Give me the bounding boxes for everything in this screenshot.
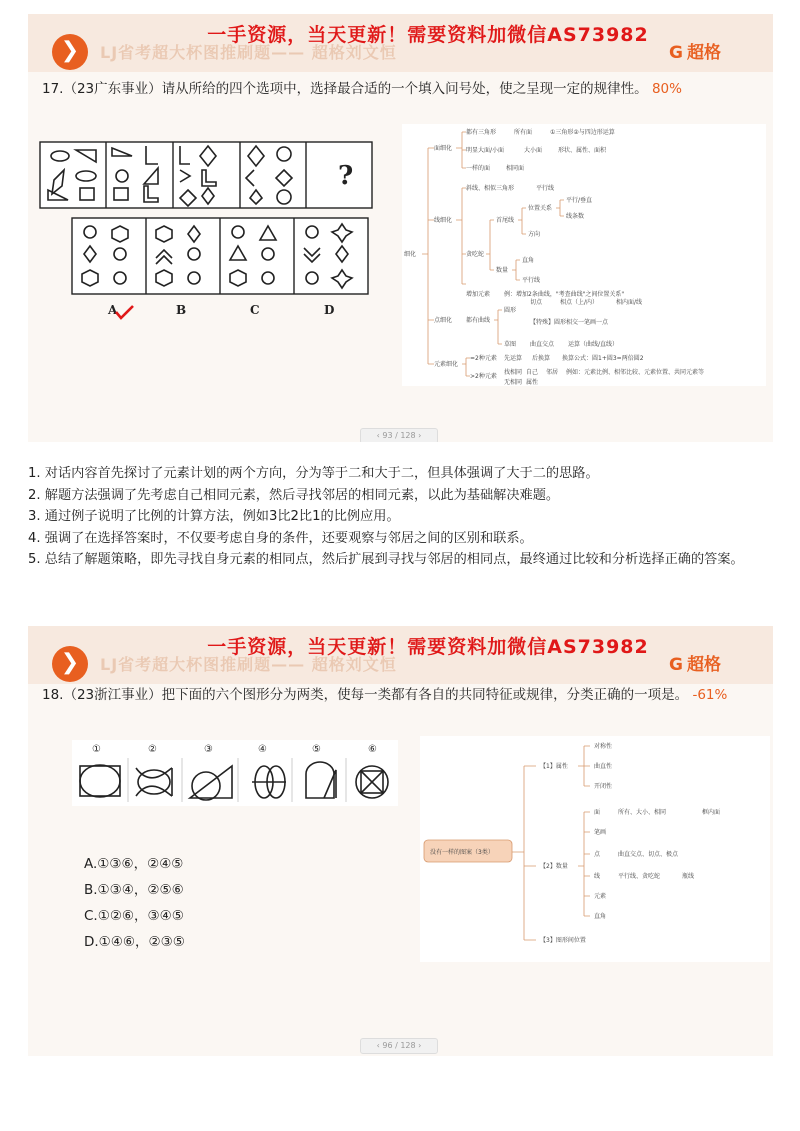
mm-b2b1a: 位置关系 bbox=[528, 205, 553, 212]
fig-num-6: ⑥ bbox=[368, 744, 377, 755]
mm-b1b1: 大小面 bbox=[524, 147, 543, 154]
mm-b2b1a1: 平行/垂直 bbox=[566, 197, 593, 204]
q17-option-d[interactable]: D bbox=[324, 303, 335, 317]
fig-num-5: ⑤ bbox=[312, 744, 321, 755]
brand-name: 超格 bbox=[687, 43, 721, 63]
page-indicator-q17[interactable]: ‹ 93 / 128 › bbox=[360, 428, 438, 442]
next-arrow-icon[interactable]: ❯ bbox=[52, 646, 88, 682]
mm-b2b1a2: 线条数 bbox=[566, 213, 585, 220]
mm-b1c: 一样的面 bbox=[466, 165, 491, 172]
brand-g-icon: G bbox=[669, 655, 683, 675]
question-18-text: 18.（23浙江事业）把下面的六个图形分为两类，使每一类都有各自的共同特征或规律，分类正确的一项是。 bbox=[42, 687, 689, 703]
mm2-root: 没有一样的图案（3类） bbox=[430, 849, 494, 856]
mm-b1a1: 所有面 bbox=[514, 129, 533, 136]
mm-b4b2a: 属性 bbox=[526, 379, 539, 386]
q17-mindmap bbox=[402, 124, 766, 386]
mm2-c2f: 直角 bbox=[594, 913, 607, 920]
mm-b3a1a: 切点 bbox=[530, 299, 543, 306]
mm-b2b1b: 方向 bbox=[528, 231, 541, 238]
mm-b3a: 都有曲线 bbox=[466, 317, 491, 324]
q17-figure bbox=[28, 134, 400, 324]
q18-option-b[interactable]: B.①③④，②⑤⑥ bbox=[84, 882, 184, 898]
mm-b3a1a2: 相内面/线 bbox=[616, 299, 643, 306]
mm-b3a2: 草图 bbox=[504, 341, 517, 348]
fig-num-3: ③ bbox=[204, 744, 213, 755]
header-course-title: LJ省考超大杯图推刷题—— 超格刘文恒 bbox=[100, 43, 397, 62]
mm-b4a2: 后换算 bbox=[532, 355, 551, 362]
mm2-c2: 【2】数量 bbox=[540, 863, 568, 870]
mm-b4b1c: 例如：元素比例、相邻比较、元素位置、共同元素等 bbox=[566, 369, 705, 376]
mm-b1b: 明显大面/小面 bbox=[466, 147, 505, 154]
mm2-c1a: 对称性 bbox=[594, 743, 613, 750]
mm-b2b1: 首尾线 bbox=[496, 217, 515, 224]
mm2-c2a: 面 bbox=[594, 809, 601, 816]
question-18-rate: -61% bbox=[692, 687, 728, 703]
question-17-rate: 80% bbox=[651, 81, 682, 97]
mm-b4a3: 换算公式：圆1+圆3=两倍圆2 bbox=[562, 355, 644, 362]
summary-item-2: 2. 解题方法强调了先考虑自己相同元素，然后寻找邻居的相同元素，以此为基础解决难题。 bbox=[28, 487, 560, 503]
slide-panel-q17 bbox=[28, 14, 773, 442]
mm-b1: 面细化 bbox=[434, 145, 453, 152]
mm-b3a2a1: 运算（曲线/直线） bbox=[568, 341, 619, 348]
mm-b1a2: ①三角形②与四边形运算 bbox=[550, 129, 615, 136]
mm2-c2c: 点 bbox=[594, 851, 601, 858]
mm2-c2d: 线 bbox=[594, 873, 601, 880]
brand-name: 超格 bbox=[687, 655, 721, 675]
summary-item-3: 3. 通过例子说明了比例的计算方法，例如3比2比1的比例应用。 bbox=[28, 509, 400, 524]
mm2-c2b: 笔画 bbox=[594, 829, 607, 836]
mm2-c2e: 元素 bbox=[594, 893, 607, 900]
mm-b2b2: 数量 bbox=[496, 267, 509, 274]
q18-option-d[interactable]: D.①④⑥，②③⑤ bbox=[84, 934, 185, 950]
fig-num-1: ① bbox=[92, 744, 101, 755]
summary-notes bbox=[28, 463, 773, 571]
q18-option-c[interactable]: C.①②⑥，③④⑤ bbox=[84, 908, 184, 924]
q18-options bbox=[84, 851, 185, 955]
mm2-c2d2: 瓶线 bbox=[682, 873, 695, 880]
mm-b2c1: 例：增加2条曲线，"考查曲线"之间位置关系" bbox=[504, 291, 625, 298]
header-course-title: LJ省考超大杯图推刷题—— 超格刘文恒 bbox=[100, 655, 397, 674]
mm-b3a2a: 曲直交点 bbox=[530, 341, 555, 348]
q18-mindmap bbox=[420, 736, 770, 962]
mm-b4b1a: 自己 bbox=[526, 369, 539, 376]
mm-b2b2b: 平行线 bbox=[522, 277, 541, 284]
mm-b4a1: 先运算 bbox=[504, 355, 523, 362]
q18-option-a[interactable]: A.①③⑥，②④⑤ bbox=[84, 856, 184, 872]
mm-b4b1: 找相同 bbox=[504, 369, 523, 376]
watermark-banner: 一手资源，当天更新！需要资料加微信AS73982 bbox=[207, 24, 649, 46]
slide-panel-q18 bbox=[28, 626, 773, 1056]
correct-check-icon bbox=[116, 306, 133, 318]
summary-item-5: 5. 总结了解题策略，即先寻找自身元素的相同点，然后扩展到寻找与邻居的相同点，最终通过比较和分析选择正确的答案。 bbox=[28, 552, 744, 567]
mm-b3a1b: 【特殊】圆形相交一笔画一点 bbox=[530, 319, 609, 326]
mm2-c1: 【1】属性 bbox=[540, 763, 568, 770]
mm-b2a1: 平行线 bbox=[536, 185, 555, 192]
mm-b2b2a: 直角 bbox=[522, 257, 535, 264]
mm-b2c: 增加元素 bbox=[466, 291, 491, 298]
mm-b2a: 斜线、相似三角形 bbox=[466, 185, 515, 192]
mm2-c2c1: 曲直交点、切点、极点 bbox=[618, 851, 679, 858]
mm-b3a1: 圆形 bbox=[504, 307, 517, 314]
mm-b4b2: 无相同 bbox=[504, 379, 523, 386]
summary-item-4: 4. 强调了在选择答案时，不仅要考虑自身的条件，还要观察与邻居之间的区别和联系。 bbox=[28, 530, 533, 546]
mm-b1c1: 相同面 bbox=[506, 165, 525, 172]
mm-b2b: 贪吃蛇 bbox=[466, 251, 485, 258]
next-arrow-icon[interactable]: ❯ bbox=[52, 34, 88, 70]
summary-item-1: 1. 对话内容首先探讨了元素计划的两个方向，分为等于二和大于二，但具体强调了大于二的思路。 bbox=[28, 466, 599, 481]
question-mark: ? bbox=[338, 161, 354, 191]
mm-b4a: =2种元素 bbox=[470, 355, 497, 362]
mm2-c2a1: 所有、大小、相同 bbox=[618, 809, 667, 816]
question-17-text: 17.（23广东事业）请从所给的四个选项中，选择最合适的一个填入问号处，使之呈现一定的规律性。 bbox=[42, 81, 648, 97]
mm2-c2a2: 框内面 bbox=[702, 809, 721, 816]
mm-b3: 点细化 bbox=[434, 317, 453, 324]
mm-b1a: 都有三角形 bbox=[466, 129, 497, 136]
mm-root: 细化 bbox=[404, 251, 417, 258]
mm-b4b1b: 邻居 bbox=[546, 369, 559, 376]
page-indicator-q18[interactable]: ‹ 96 / 128 › bbox=[360, 1038, 438, 1054]
mm-b4b: >2种元素 bbox=[470, 373, 497, 380]
question-17 bbox=[42, 78, 762, 100]
question-18 bbox=[42, 684, 762, 706]
q18-figures bbox=[72, 740, 398, 806]
mm-b3a1a1: 相点（上/内） bbox=[560, 299, 599, 306]
mm2-c2d1: 平行线、贪吃蛇 bbox=[618, 873, 661, 880]
watermark-banner: 一手资源，当天更新！需要资料加微信AS73982 bbox=[207, 636, 649, 658]
mm-b4: 元素细化 bbox=[434, 361, 459, 368]
q17-option-a[interactable]: A bbox=[108, 303, 118, 317]
q17-option-b[interactable]: B bbox=[176, 303, 187, 317]
fig-num-4: ④ bbox=[258, 744, 267, 755]
q17-option-c[interactable]: C bbox=[250, 303, 260, 317]
mm2-c1b: 曲直性 bbox=[594, 763, 613, 770]
mm2-c3: 【3】图形间位置 bbox=[540, 937, 586, 944]
fig-num-2: ② bbox=[148, 744, 157, 755]
brand-g-icon: G bbox=[669, 43, 683, 63]
mm-b2: 线细化 bbox=[434, 217, 453, 224]
mm-b1b2: 形状、属性、面积 bbox=[558, 147, 607, 154]
mm2-c1c: 开闭性 bbox=[594, 783, 613, 790]
